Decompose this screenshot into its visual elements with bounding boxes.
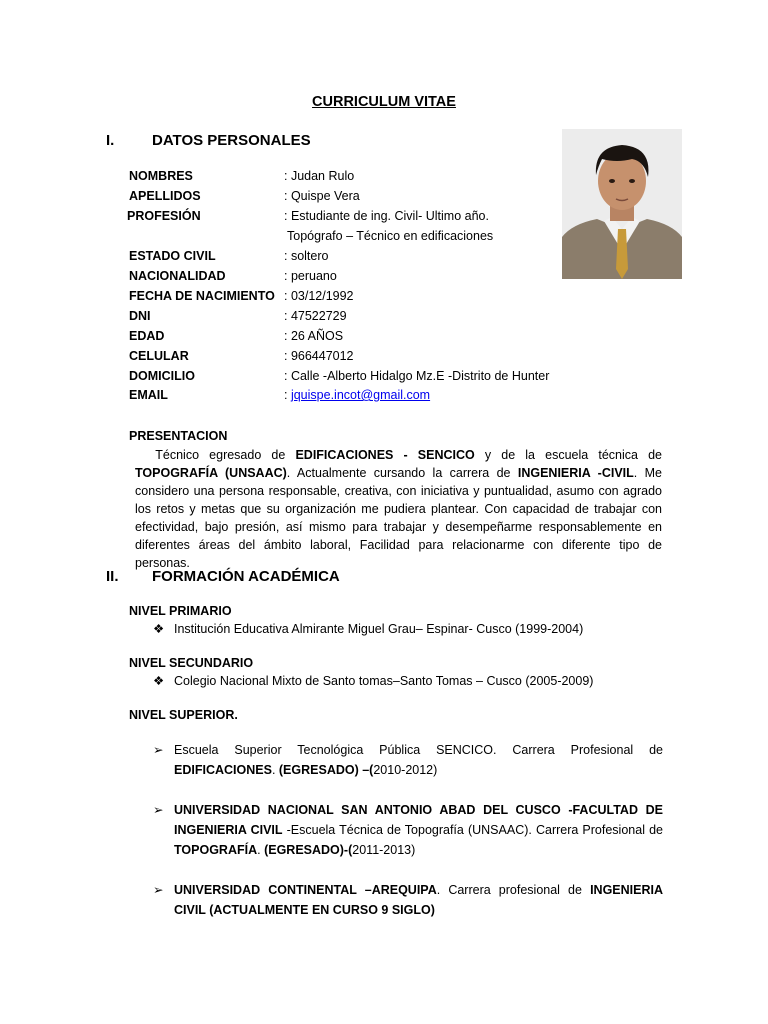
- nivel-superior-heading: NIVEL SUPERIOR.: [129, 708, 238, 722]
- label-nacionalidad: NACIONALIDAD: [129, 269, 226, 283]
- label-estado-civil: ESTADO CIVIL: [129, 249, 216, 263]
- unsaac-text-a: UNIVERSIDAD NACIONAL SAN ANTONIO ABAD DEL CUSCO -FACULTAD DE INGENIERIA CIVIL: [174, 803, 663, 837]
- continental-text-a: UNIVERSIDAD CONTINENTAL –AREQUIPA: [174, 883, 437, 897]
- presentacion-bold-3: INGENIERIA -CIVIL: [517, 466, 634, 480]
- arrow-bullet-icon: ➢: [153, 743, 164, 757]
- superior-item-unsaac-text: [174, 800, 663, 860]
- arrow-bullet-icon: ➢: [153, 883, 164, 897]
- nivel-primario-heading: NIVEL PRIMARIO: [129, 604, 232, 618]
- unsaac-text-b: -Escuela Técnica de Topografía (UNSAAC). Carrera Profesional de: [282, 823, 663, 837]
- section-title-personal-data: DATOS PERSONALES: [152, 132, 311, 149]
- nivel-secundario-text: Colegio Nacional Mixto de Santo tomas–Santo Tomas – Cusco (2005-2009): [174, 674, 594, 688]
- continental-text-b: . Carrera profesional de: [436, 883, 591, 897]
- presentacion-text-3: . Actualmente cursando la carrera de: [286, 466, 518, 480]
- presentacion-bold-2: TOPOGRAFÍA (UNSAAC): [135, 466, 287, 480]
- value-profesion: : Estudiante de ing. Civil- Ultimo año.: [284, 209, 489, 223]
- value-profesion-line2: Topógrafo – Técnico en edificaciones: [287, 229, 494, 243]
- section-title-formacion: FORMACIÓN ACADÉMICA: [152, 568, 340, 585]
- sencico-text-d: (EGRESADO) –(: [278, 763, 374, 777]
- continental-text-c: INGENIERIA CIVIL (ACTUALMENTE EN CURSO 9 SIGLO): [174, 883, 663, 917]
- value-nacionalidad: : peruano: [284, 269, 337, 283]
- unsaac-text-e: (EGRESADO)-(: [264, 843, 353, 857]
- unsaac-text-f: 2011-2013): [352, 843, 416, 857]
- superior-item-continental: [153, 880, 663, 920]
- value-fecha-nacimiento: : 03/12/1992: [284, 289, 354, 303]
- value-email: [284, 386, 430, 404]
- value-dni: : 47522729: [284, 309, 347, 323]
- superior-item-unsaac: [153, 800, 663, 860]
- diamond-bullet-icon: ❖: [153, 674, 165, 688]
- presentacion-text-4: . Me considero una persona responsable, creativa, con iniciativa y puntualidad, asumo con agrado los retos y metas que su organización me pudiera plantear. Con capacidad de trabajar con efectividad, bajo presión, así mismo para trabajar y desempeñarme responsablemente en diferentes áreas del ámbito laboral, Facilidad para relacionarme con diferente tipo de personas.: [135, 466, 662, 570]
- value-celular: : 966447012: [284, 349, 354, 363]
- section-number-1: I.: [106, 132, 115, 149]
- label-profesion: PROFESIÓN: [127, 209, 201, 223]
- presentacion-heading: PRESENTACION: [129, 429, 228, 443]
- label-fecha-nacimiento: FECHA DE NACIMIENTO: [129, 289, 275, 303]
- arrow-bullet-icon: ➢: [153, 803, 164, 817]
- profile-photo: [562, 129, 682, 279]
- value-apellidos: : Quispe Vera: [284, 189, 360, 203]
- unsaac-text-d: .: [257, 843, 265, 857]
- label-apellidos: APELLIDOS: [129, 189, 201, 203]
- label-email: EMAIL: [129, 388, 168, 402]
- document-title: CURRICULUM VITAE: [312, 94, 456, 110]
- value-domicilio: : Calle -Alberto Hidalgo Mz.E -Distrito de Hunter: [284, 369, 550, 383]
- superior-item-sencico: [153, 740, 663, 780]
- label-edad: EDAD: [129, 329, 165, 343]
- presentacion-text-2: y de la escuela técnica de: [474, 448, 662, 462]
- label-domicilio: DOMICILIO: [129, 369, 195, 383]
- label-nombres: NOMBRES: [129, 169, 193, 183]
- email-prefix: :: [284, 388, 291, 402]
- superior-item-continental-text: [174, 880, 663, 920]
- sencico-text-a: Escuela Superior Tecnológica Pública SENCICO. Carrera Profesional de: [174, 743, 663, 757]
- superior-item-sencico-text: [174, 740, 663, 780]
- presentacion-paragraph: [135, 446, 662, 572]
- label-dni: DNI: [129, 309, 151, 323]
- unsaac-text-c: TOPOGRAFÍA: [174, 843, 258, 857]
- sencico-text-c: .: [271, 763, 279, 777]
- email-link[interactable]: jquispe.incot@gmail.com: [290, 388, 431, 402]
- diamond-bullet-icon: ❖: [153, 622, 165, 636]
- value-edad: : 26 AÑOS: [284, 329, 344, 343]
- presentacion-text-1: Técnico egresado de: [155, 448, 296, 462]
- value-estado-civil: : soltero: [284, 249, 329, 263]
- presentacion-bold-1: EDIFICACIONES - SENCICO: [295, 448, 475, 462]
- sencico-text-e: 2010-2012): [373, 763, 438, 777]
- nivel-secundario-heading: NIVEL SECUNDARIO: [129, 656, 254, 670]
- label-celular: CELULAR: [129, 349, 189, 363]
- sencico-text-b: EDIFICACIONES: [174, 763, 272, 777]
- value-nombres: : Judan Rulo: [284, 169, 355, 183]
- section-number-2: II.: [106, 568, 119, 585]
- nivel-primario-text: Institución Educativa Almirante Miguel Grau– Espinar- Cusco (1999-2004): [174, 622, 584, 636]
